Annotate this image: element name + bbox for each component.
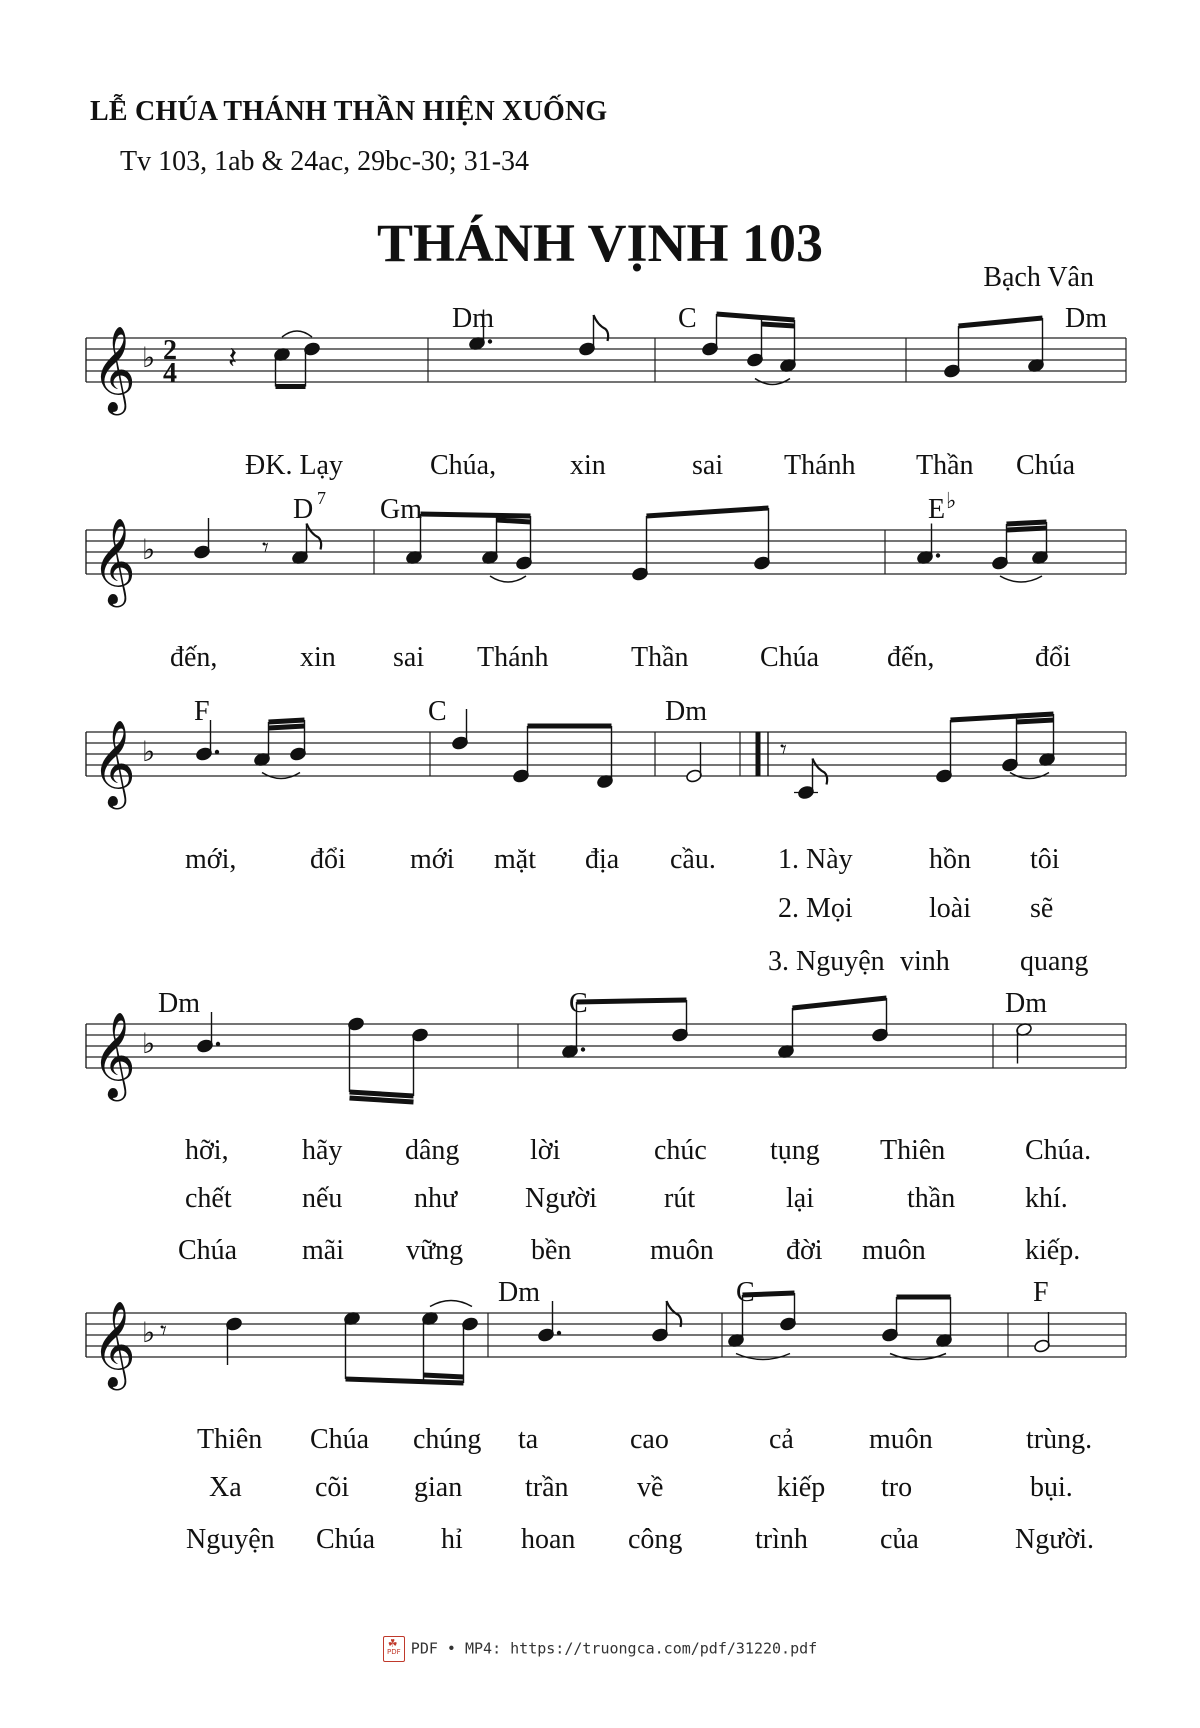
treble-clef-icon: 𝄞	[92, 1012, 136, 1098]
lyric-syllable: Thánh	[784, 450, 856, 481]
note	[651, 1301, 681, 1342]
flat-key-signature-icon: ♭	[142, 1027, 156, 1060]
lyric-syllable: Chúa,	[430, 450, 497, 481]
lyric-syllable: đổi	[310, 844, 346, 875]
beam	[793, 998, 887, 1008]
note	[1033, 1312, 1050, 1353]
note	[779, 1293, 796, 1331]
lyric-syllable: bụi.	[1030, 1472, 1073, 1503]
beam	[497, 520, 531, 522]
flag	[307, 524, 322, 550]
note	[671, 1000, 688, 1042]
lyric-syllable: về	[637, 1472, 664, 1503]
lyric-syllable: Thiên	[197, 1424, 263, 1455]
note	[512, 726, 529, 783]
lyric-syllable: hỉ	[441, 1524, 463, 1555]
lyric-syllable: 2. Mọi	[778, 893, 853, 924]
chord-symbol: Dm	[452, 303, 494, 334]
time-signature-top: 2	[163, 335, 177, 366]
note	[1001, 716, 1018, 772]
note	[196, 1012, 220, 1053]
flat-key-signature-icon: ♭	[142, 735, 156, 768]
lyric-syllable: sẽ	[1030, 893, 1054, 924]
lyric-syllable: đến,	[887, 642, 935, 673]
slur	[490, 576, 526, 582]
lyric-syllable: đời	[786, 1235, 823, 1266]
note	[1027, 318, 1044, 373]
lyric-syllable: 1. Này	[778, 844, 853, 875]
lyric-syllable: quang	[1020, 946, 1089, 977]
beam	[350, 1098, 414, 1102]
lyric-syllable: tro	[881, 1472, 913, 1503]
composer-name: Bạch Vân	[983, 262, 1094, 293]
note	[746, 318, 763, 367]
lyric-syllable: như	[414, 1183, 458, 1214]
chord-flat-accidental: ♭	[946, 489, 957, 514]
note	[461, 1317, 478, 1383]
beam	[269, 720, 305, 722]
staff-system-2	[86, 518, 1126, 608]
note	[273, 347, 290, 386]
lyric-syllable: chúng	[413, 1424, 482, 1455]
lyric-syllable: lại	[786, 1183, 814, 1214]
lyric-syllable: hồn	[929, 844, 971, 875]
lyric-syllable: bền	[531, 1235, 572, 1266]
lyric-syllable: địa	[585, 844, 620, 875]
lyric-syllable: Thánh	[477, 642, 549, 673]
chord-symbol: D	[293, 494, 314, 525]
lyric-syllable: khí.	[1025, 1183, 1068, 1214]
flat-key-signature-icon: ♭	[142, 1316, 156, 1349]
dot	[488, 339, 492, 343]
treble-clef-icon: 𝄞	[92, 518, 136, 604]
lyric-syllable: cả	[769, 1424, 794, 1455]
note	[253, 722, 270, 767]
lyric-syllable: cao	[630, 1424, 669, 1455]
lyric-syllable: muôn	[862, 1235, 926, 1266]
lyric-syllable: thần	[907, 1183, 956, 1214]
lyric-syllable: kiếp.	[1025, 1235, 1081, 1266]
chord-symbol: C	[428, 696, 447, 727]
lyric-syllable: Chúa	[178, 1235, 238, 1266]
beam	[1007, 528, 1047, 530]
note	[303, 342, 320, 387]
pdf-file-icon: ☘ PDF	[383, 1636, 405, 1662]
lyric-syllable: chết	[185, 1183, 232, 1214]
chord-symbol: Dm	[158, 988, 200, 1019]
staff-system-3	[86, 720, 1126, 810]
lyric-syllable: Chúa	[760, 642, 820, 673]
lyric-syllable: trùng.	[1026, 1424, 1093, 1455]
time-signature-bottom: 4	[163, 358, 177, 389]
page-title: THÁNH VỊNH 103	[376, 213, 824, 273]
note	[777, 1008, 794, 1059]
note	[935, 720, 952, 783]
note	[881, 1297, 898, 1342]
lyric-syllable: tụng	[770, 1135, 820, 1166]
staff-system-5	[86, 1301, 1126, 1391]
lyric-syllable: muôn	[869, 1424, 933, 1455]
beam	[1007, 522, 1047, 524]
lyric-syllable: 3. Nguyện	[768, 946, 885, 977]
chord-symbol: E	[928, 494, 946, 525]
lyric-syllable: công	[628, 1524, 683, 1555]
dot	[557, 1331, 561, 1335]
note	[935, 1297, 952, 1348]
lyric-syllable: xin	[300, 642, 336, 673]
chord-symbol: Gm	[380, 494, 422, 525]
lyric-syllable: ta	[518, 1424, 539, 1455]
note	[701, 314, 718, 356]
staff-system-1	[86, 326, 1126, 416]
note	[225, 1317, 242, 1365]
lyric-syllable: sai	[692, 450, 724, 481]
eighth-rest-icon: 𝄾	[262, 533, 269, 563]
lyric-syllable: tôi	[1030, 844, 1060, 875]
beam	[717, 314, 795, 320]
lyric-syllable: đến,	[170, 642, 218, 673]
note	[943, 326, 960, 378]
chord-superscript: 7	[317, 488, 326, 508]
beam	[350, 1092, 414, 1096]
chord-symbol: C	[736, 1277, 755, 1308]
lyric-syllable: Thần	[916, 450, 974, 481]
lyric-syllable: Xa	[209, 1472, 242, 1503]
chord-symbol: Dm	[1005, 988, 1047, 1019]
note	[685, 742, 702, 783]
beam	[346, 1379, 464, 1383]
beam	[424, 1375, 464, 1377]
psalm-reference: Tv 103, 1ab & 24ac, 29bc-30; 31-34	[120, 146, 530, 177]
lyric-syllable: trần	[525, 1472, 569, 1503]
lyric-syllable: Chúa	[316, 1524, 376, 1555]
lyric-syllable: của	[880, 1524, 919, 1555]
lyric-syllable: lời	[530, 1135, 561, 1166]
footer-link[interactable]	[0, 1636, 1200, 1662]
beam	[1017, 720, 1054, 722]
flat-key-signature-icon: ♭	[142, 341, 156, 374]
dot	[936, 553, 940, 557]
beam	[269, 726, 305, 728]
lyric-syllable: chúc	[654, 1135, 707, 1166]
quarter-rest-icon: 𝄽	[228, 341, 238, 376]
note	[596, 726, 613, 789]
lyric-syllable: mới	[410, 844, 455, 875]
lyric-syllable: hãy	[302, 1135, 343, 1166]
slur	[282, 331, 312, 337]
lyric-syllable: cõi	[315, 1472, 350, 1503]
treble-clef-icon: 𝄞	[92, 326, 136, 412]
chord-symbol: C	[678, 303, 697, 334]
chord-symbol: Dm	[1065, 303, 1107, 334]
note	[537, 1301, 561, 1342]
footer-text: PDF • MP4: https://truongca.com/pdf/31220.pdf	[410, 1639, 818, 1658]
lyric-syllable: mới,	[185, 844, 237, 875]
lyric-syllable: gian	[414, 1472, 463, 1503]
lyric-syllable: Chúa.	[1025, 1135, 1092, 1166]
note	[871, 998, 888, 1042]
lyric-syllable: nếu	[302, 1183, 343, 1214]
lyric-syllable: mặt	[494, 844, 536, 875]
note	[451, 709, 468, 750]
lyric-syllable: Người.	[1015, 1524, 1094, 1555]
chord-symbol: F	[194, 696, 210, 727]
flat-key-signature-icon: ♭	[142, 533, 156, 566]
lyric-syllable: xin	[570, 450, 606, 481]
chord-symbol: Dm	[665, 696, 707, 727]
note	[753, 508, 770, 570]
lyric-syllable: sai	[393, 642, 425, 673]
note	[347, 1017, 364, 1092]
note	[481, 514, 498, 565]
beam	[577, 1000, 687, 1002]
lyric-syllable: Thần	[631, 642, 689, 673]
treble-clef-icon: 𝄞	[92, 1301, 136, 1387]
note	[343, 1311, 360, 1379]
beam	[959, 318, 1043, 326]
dot	[581, 1047, 585, 1051]
lyric-syllable: Chúa	[1016, 450, 1076, 481]
treble-clef-icon: 𝄞	[92, 720, 136, 806]
flag	[667, 1301, 682, 1327]
note	[991, 524, 1008, 570]
flag	[813, 759, 828, 785]
lyric-syllable: cầu.	[670, 844, 716, 875]
lyric-syllable: dâng	[405, 1135, 460, 1166]
beam	[762, 324, 795, 326]
lyric-syllable: Người	[525, 1183, 597, 1214]
feast-title: LỄ CHÚA THÁNH THẦN HIỆN XUỐNG	[90, 96, 608, 127]
slur	[1000, 576, 1042, 582]
lyric-syllable: đổi	[1035, 642, 1071, 673]
note	[411, 1028, 428, 1096]
chord-symbol: F	[1033, 1277, 1049, 1308]
lyric-syllable: mãi	[302, 1235, 344, 1266]
chord-symbol: Dm	[498, 1277, 540, 1308]
beam	[647, 508, 769, 516]
lyric-syllable: Nguyện	[186, 1524, 275, 1555]
lyric-syllable: ĐK. Lạy	[245, 450, 343, 481]
note	[631, 516, 648, 581]
lyric-syllable: vinh	[900, 946, 950, 977]
note	[193, 518, 210, 559]
lyric-syllable: rút	[664, 1183, 696, 1214]
note	[578, 315, 608, 356]
lyric-syllable: hỡi,	[185, 1135, 229, 1166]
dot	[215, 750, 219, 754]
lyric-syllable: Thiên	[880, 1135, 946, 1166]
lyric-syllable: hoan	[521, 1524, 576, 1555]
eighth-rest-icon: 𝄾	[780, 735, 787, 765]
flag	[594, 315, 609, 341]
slur	[430, 1301, 472, 1307]
lyric-syllable: vững	[406, 1235, 464, 1266]
staff-system-4	[86, 1012, 1126, 1102]
lyric-syllable: Chúa	[310, 1424, 370, 1455]
lyric-syllable: trình	[755, 1524, 808, 1555]
lyric-syllable: kiếp	[777, 1472, 826, 1503]
beam	[421, 514, 531, 516]
eighth-rest-icon: 𝄾	[160, 1316, 167, 1346]
lyric-syllable: muôn	[650, 1235, 714, 1266]
lyric-syllable: loài	[929, 893, 971, 924]
chord-symbol: C	[569, 988, 588, 1019]
dot	[216, 1042, 220, 1046]
